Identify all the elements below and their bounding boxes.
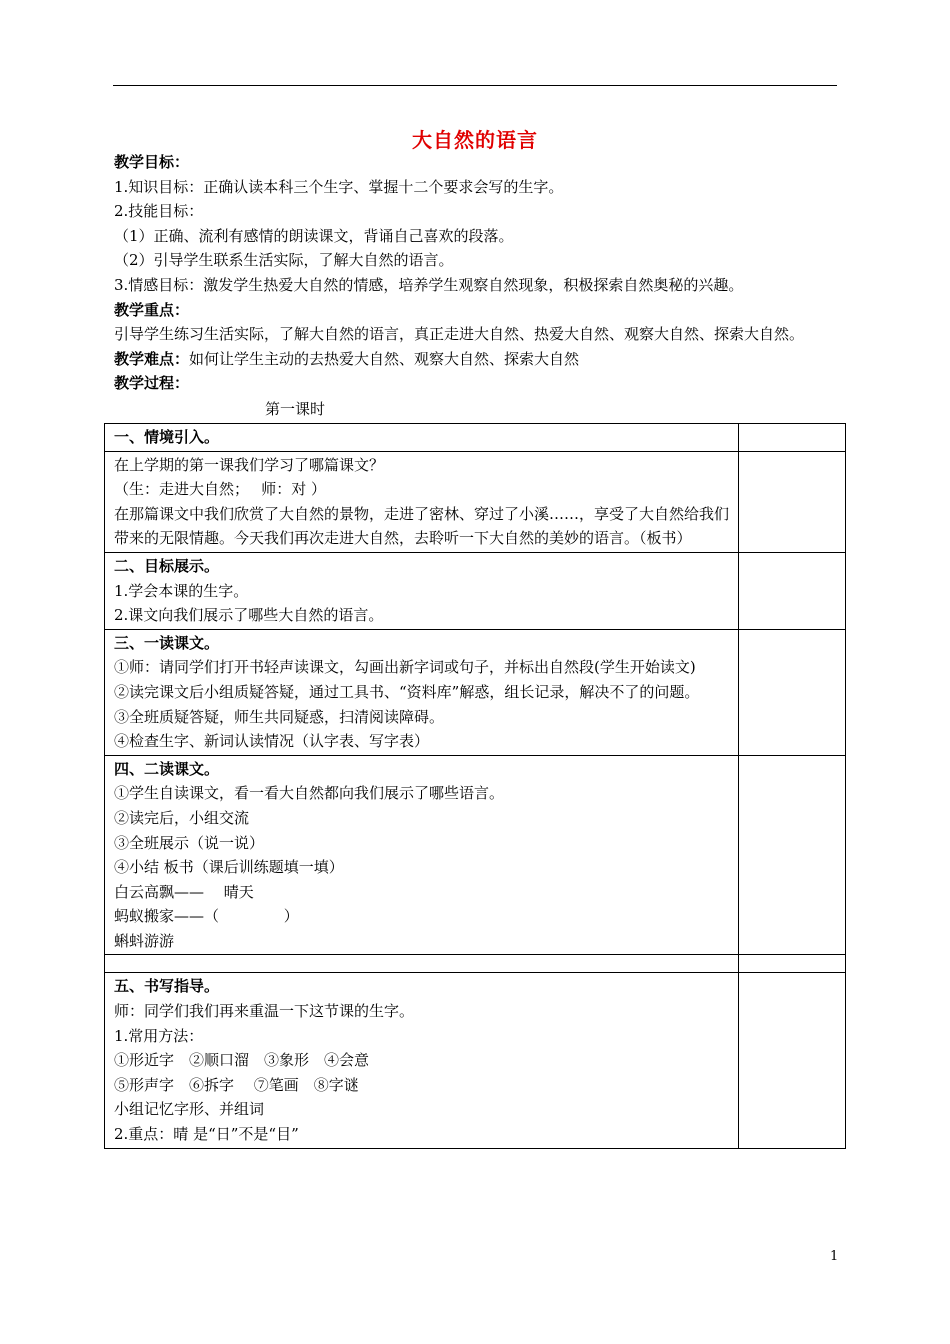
notes-cell bbox=[739, 552, 846, 629]
notes-cell bbox=[739, 424, 846, 452]
section-line: ④小结 板书（课后训练题填一填） bbox=[114, 858, 344, 877]
empty-cell bbox=[105, 955, 739, 973]
section-heading: 四、二读课文。 bbox=[114, 759, 220, 778]
lesson-overview bbox=[114, 150, 854, 396]
table-row bbox=[105, 451, 846, 552]
section-heading: 三、一读课文。 bbox=[114, 633, 220, 652]
section-line: ①学生自读课文，看一看大自然都向我们展示了哪些语言。 bbox=[114, 784, 505, 803]
objective-item: （1）正确、流利有感情的朗读课文，背诵自己喜欢的段落。 bbox=[114, 226, 514, 245]
notes-cell bbox=[739, 755, 846, 955]
section-heading: 一、情境引入。 bbox=[114, 428, 220, 446]
lesson-label: 第一课时 bbox=[265, 400, 326, 418]
notes-cell bbox=[739, 955, 846, 973]
section-line: 师：同学们我们再来重温一下这节课的生字。 bbox=[114, 1002, 415, 1021]
table-row-empty bbox=[105, 955, 846, 973]
difficulty-heading: 教学难点： bbox=[114, 349, 190, 368]
section-line: ①师：请同学们打开书轻声读课文，勾画出新字词或句子，并标出自然段(学生开始读文) bbox=[114, 658, 696, 677]
section-line: 2.重点：晴 是“日”不是“目” bbox=[114, 1125, 299, 1144]
section-line: ①形近字 ②顺口溜 ③象形 ④会意 bbox=[114, 1051, 370, 1070]
notes-cell bbox=[739, 973, 846, 1148]
section-line: ③全班展示（说一说） bbox=[114, 833, 265, 852]
key-points-text: 引导学生练习生活实际，了解大自然的语言，真正走进大自然、热爱大自然、观察大自然、探索大自然。 bbox=[114, 325, 805, 344]
section-cell bbox=[105, 629, 739, 755]
section-line: 小组记忆字形、并组词 bbox=[114, 1100, 265, 1119]
table-row bbox=[105, 973, 846, 1148]
section-line: ③全班质疑答疑，师生共同疑惑，扫清阅读障碍。 bbox=[114, 707, 445, 726]
section-line: ⑤形声字 ⑥拆字 ⑦笔画 ⑧字谜 bbox=[114, 1075, 359, 1094]
section-line: 白云高飘—— 晴天 bbox=[114, 882, 254, 901]
section-heading: 二、目标展示。 bbox=[114, 556, 220, 575]
objectives-heading: 教学目标： bbox=[114, 153, 190, 171]
objective-item: （2）引导学生联系生活实际，了解大自然的语言。 bbox=[114, 251, 454, 270]
section-line: ②读完后，小组交流 bbox=[114, 808, 250, 827]
section-line: ②读完课文后小组质疑答疑，通过工具书、“资料库”解惑，组长记录，解决不了的问题。 bbox=[114, 682, 700, 701]
header-rule bbox=[113, 85, 837, 86]
key-points-heading: 教学重点： bbox=[114, 300, 190, 319]
section-line: 在上学期的第一课我们学习了哪篇课文？ bbox=[114, 455, 385, 474]
section-line: 蝌蚪游游 bbox=[114, 931, 175, 950]
section-line: （生：走进大自然； 师：对 ） bbox=[114, 480, 327, 499]
section-line: 2.课文向我们展示了哪些大自然的语言。 bbox=[114, 606, 384, 625]
notes-cell bbox=[739, 629, 846, 755]
section-cell bbox=[105, 755, 739, 955]
section-line: 1.常用方法： bbox=[114, 1026, 204, 1045]
section-line: ④检查生字、新词认读情况（认字表、写字表） bbox=[114, 732, 430, 751]
lesson-plan-table bbox=[104, 423, 846, 1149]
table-row bbox=[105, 755, 846, 955]
page-number: 1 bbox=[830, 1249, 839, 1264]
section-heading: 五、书写指导。 bbox=[114, 977, 220, 996]
process-heading: 教学过程： bbox=[114, 374, 190, 393]
table-row bbox=[105, 424, 846, 452]
section-cell bbox=[105, 973, 739, 1148]
difficulty-line bbox=[114, 347, 854, 372]
table-row bbox=[105, 629, 846, 755]
section-cell bbox=[105, 424, 739, 452]
objective-item: 3.情感目标：激发学生热爱大自然的情感，培养学生观察自然现象，积极探索自然奥秘的兴趣。 bbox=[114, 275, 744, 294]
section-cell bbox=[105, 451, 739, 552]
table-row bbox=[105, 552, 846, 629]
section-line: 蚂蚁搬家——（ ） bbox=[114, 907, 299, 926]
section-paragraph: 在那篇课文中我们欣赏了大自然的景物，走进了密林、穿过了小溪……，享受了大自然给我们带来的无限情趣。今天我们再次走进大自然，去聆听一下大自然的美妙的语言。（板书） bbox=[114, 504, 730, 548]
section-line: 1.学会本课的生字。 bbox=[114, 581, 249, 600]
page-title: 大自然的语言 bbox=[412, 128, 538, 152]
section-cell bbox=[105, 552, 739, 629]
objective-item: 1.知识目标：正确认读本科三个生字、掌握十二个要求会写的生字。 bbox=[114, 177, 564, 196]
objective-item: 2.技能目标： bbox=[114, 202, 204, 221]
notes-cell bbox=[739, 451, 846, 552]
difficulty-text: 如何让学生主动的去热爱大自然、观察大自然、探索大自然 bbox=[189, 349, 580, 368]
